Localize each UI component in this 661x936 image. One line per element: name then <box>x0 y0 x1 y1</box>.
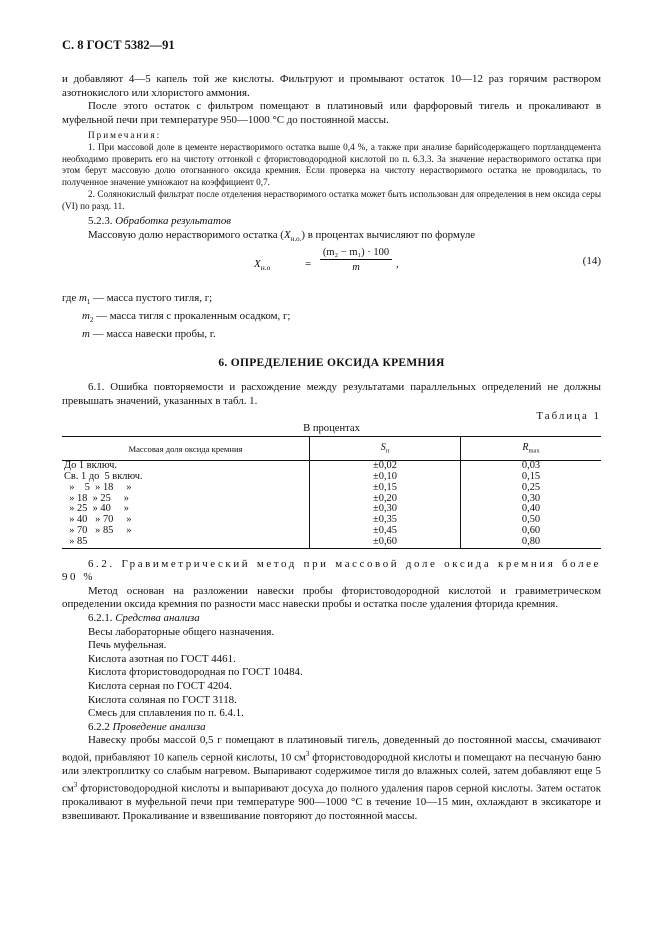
paragraph-6-1: 6.1. Ошибка повторяемости и расхождение между результатами параллельных определений не должны превышать значений, указанных в табл. 1. <box>62 381 601 407</box>
list-item: Весы лабораторные общего назначения. <box>88 625 275 638</box>
paragraph-6-2-text: Метод основан на разложении навески пробы фтористоводородной кислотой и гравиметрическом определении оксида кремния по разности масс навески пробы и остатка после удаления фторида кремния. <box>62 584 601 611</box>
list-item: Кислота фтористоводородная по ГОСТ 10484. <box>88 666 303 679</box>
subsection-6-2-1: 6.2.1. Средства анализа <box>88 611 200 624</box>
list-item: Кислота азотная по ГОСТ 4461. <box>88 652 236 665</box>
table-units: В процентах <box>303 423 360 435</box>
definition-m2: $m_2$ — масса тигля с прокаленным осадком, г; <box>82 309 291 324</box>
column-header-mass-fraction: Массовая доля оксида кремния <box>62 437 310 461</box>
list-item: Кислота соляная по ГОСТ 3118. <box>88 693 237 706</box>
formula-denominator: m <box>352 261 360 273</box>
list-item: Печь муфельная. <box>88 639 167 652</box>
section-6-title: 6. ОПРЕДЕЛЕНИЕ ОКСИДА КРЕМНИЯ <box>218 357 445 369</box>
notes-title: Примечания: <box>88 130 162 141</box>
column-header-rmax: $R_{max}$ <box>461 437 602 461</box>
table-row: » 85 ±0,60 0,80 <box>62 537 601 548</box>
formula-lhs: $X_{н.о}$ <box>254 257 271 272</box>
table-row: » 25 » 40 » ±0,30 0,40 <box>62 504 601 515</box>
subsection-5-2-3 <box>62 215 601 229</box>
table-label: Таблица 1 <box>536 410 601 423</box>
subsection-6-2-2: 6.2.2 Проведение анализа <box>88 720 206 733</box>
table-row: » 18 » 25 » ±0,20 0,30 <box>62 494 601 505</box>
document-page <box>62 38 601 823</box>
subsection-title: Обработка результатов <box>115 215 232 228</box>
table-row: » 5 » 18 » ±0,15 0,25 <box>62 483 601 494</box>
list-item: Кислота серная по ГОСТ 4204. <box>88 679 232 692</box>
paragraph-6-2-2: Навеску пробы массой 0,5 г помещают в платиновый тигель, доведенный до постоянной массы, смачивают водой, прибавляют 10 капель серной кислоты, 10 $см^3$ фтористоводородной кислоты и помещают на песчаную баню или электроплитку со слабым нагревом. Выпаривают содержимое тигля до влажных солей, затем добавляют еще 5 $см^3$ фтористоводородной кислоты и выпаривают досуха до полного удаления паров серной кислоты. Затем остаток прокаливают в муфельной печи при температуре 900—1000 °С в течение 10—15 мин, охлаждают в эксикаторе и взвешивают. Прокаливание и взвешивание повторяют до постоянной массы. <box>62 734 601 822</box>
formula-14: $X_{н.о}$ = $\frac{\text{(m₂ − m₁) · 100}}{m}$ , (14) <box>254 246 601 273</box>
note-2: 2. Солянокислый фильтрат после отделения нерастворимого остатка может быть использован для определения в нем оксида серы (VI) по разд. 11. <box>62 188 601 211</box>
note-1: 1. При массовой доле в цементе нерастворимого остатка выше 0,4 %, а также при анализе барийсодержащего портландцемента необходимо проверить его на чистоту оттонкой с фтористоводородной кислотой по п. 6.3.3. За значение нерастворимого остатка при этом берут массовую долю отогнанного оксида кремния. Если проверка на чистоту нерастворимого остатка не проводилась, то полученное значение умножают на коэффициент 0,7. <box>62 142 601 188</box>
formula-intro: Массовую долю нерастворимого остатка $(X_{н.о.})$ в процентах вычисляют по формуле <box>88 228 476 244</box>
table-row: Св. 1 до 5 включ. ±0,10 0,15 <box>62 472 601 483</box>
page-header: С. 8 ГОСТ 5382—91 <box>62 38 175 52</box>
paragraph-continuation: и добавляют 4—5 капель той же кислоты. Фильтруют и промывают остаток 10—12 раз горячим раствором азотнокислого или хлористого аммония. <box>62 73 601 99</box>
list-item: Смесь для сплавления по п. 6.4.1. <box>88 707 244 720</box>
subsection-number: 5.2.3. <box>88 215 113 228</box>
definition-m1: где $m_1$ — масса пустого тигля, г; <box>62 291 213 306</box>
formula-definitions <box>62 291 601 341</box>
definition-m: m — масса навески пробы, г. <box>82 328 216 340</box>
formula-numerator: (m₂ − m₁) · 100 <box>320 247 392 260</box>
table-row: » 40 » 70 » ±0,35 0,50 <box>62 515 601 526</box>
formula-equals: = <box>305 257 312 270</box>
table-1 <box>62 436 601 548</box>
formula-number: (14) <box>582 254 601 267</box>
table-row: » 70 » 85 » ±0,45 0,60 <box>62 526 601 537</box>
paragraph-6-2-title: 6.2. Гравиметрический метод при массовой доле оксида кремния более 90 % <box>62 557 601 584</box>
table-row: До 1 включ. ±0,02 0,03 <box>62 461 601 472</box>
paragraph-calcination: После этого остаток с фильтром помещают в платиновый или фарфоровый тигель и прокаливают в муфельной печи при температуре 950—1000 °С до постоянной массы. <box>62 100 601 126</box>
formula-fraction <box>320 247 392 273</box>
column-header-sn: $S_п$ <box>310 437 461 461</box>
